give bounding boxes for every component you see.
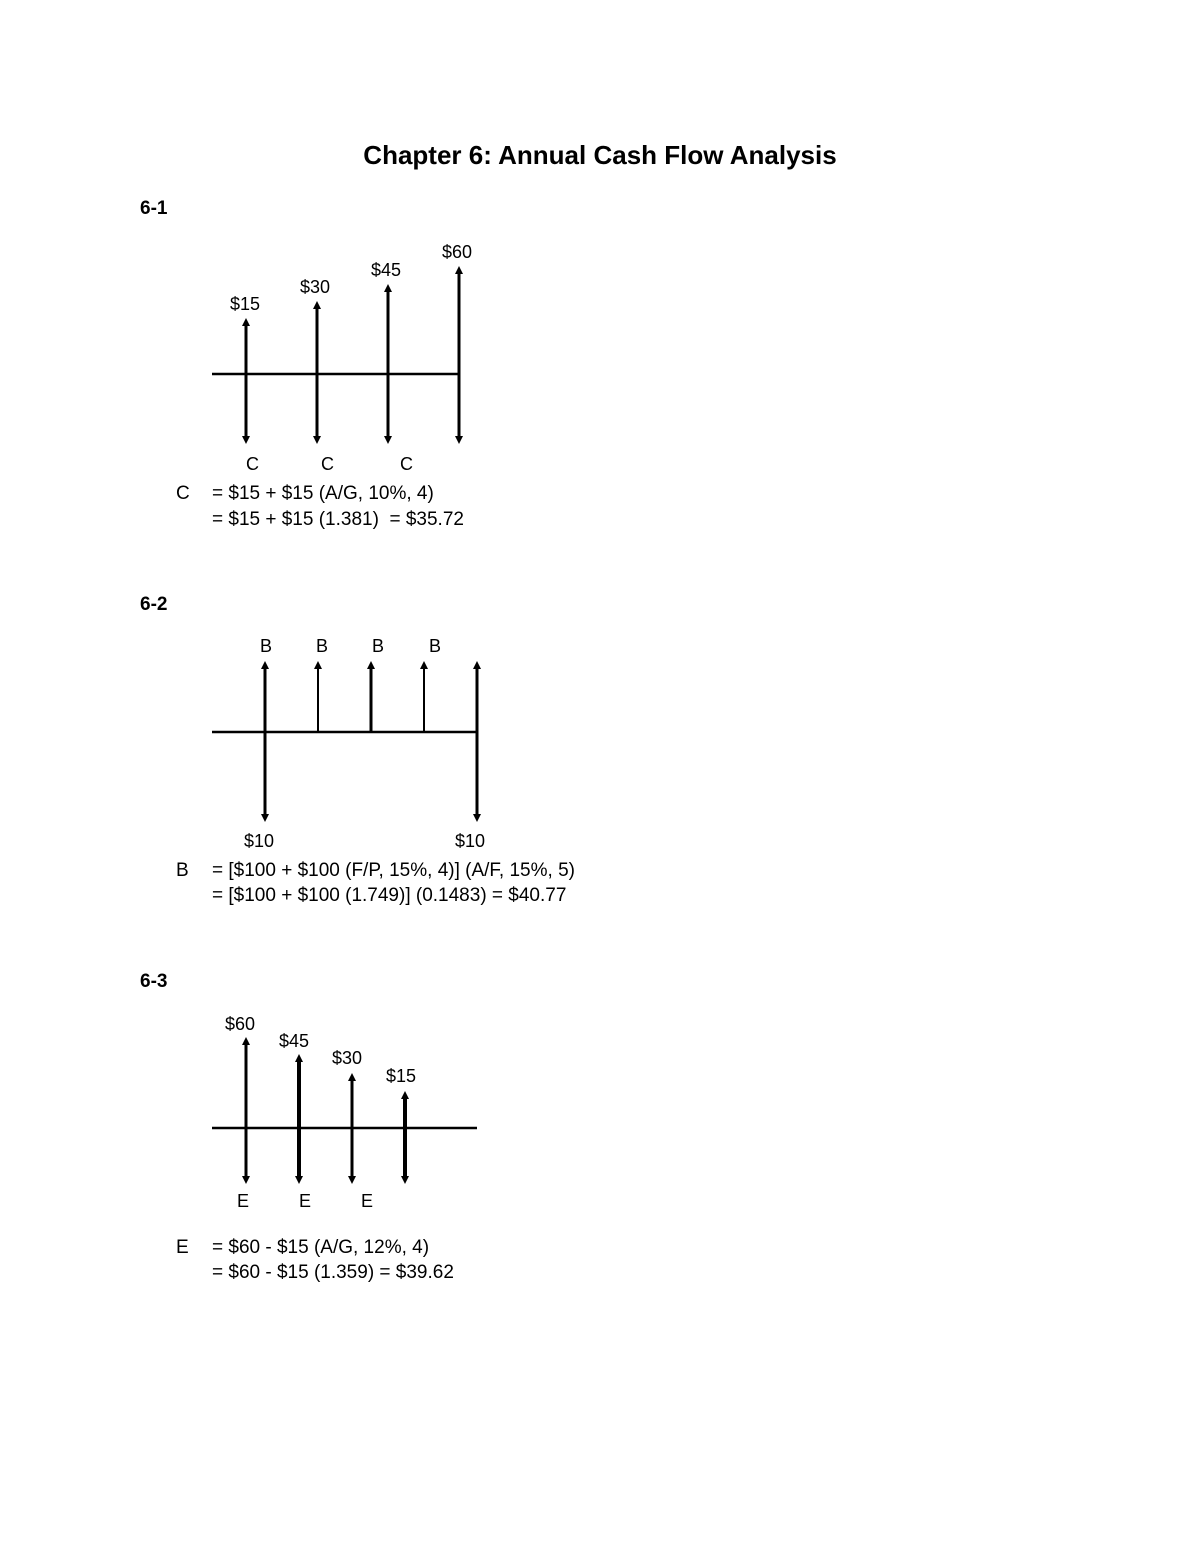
equation-variable: E: [176, 1237, 189, 1258]
equation-variable: C: [176, 483, 190, 504]
equation-line: = $60 - $15 (1.359) = $39.62: [212, 1262, 454, 1283]
equation-variable: B: [176, 860, 189, 881]
down-label: $10: [455, 831, 486, 851]
up-label: B: [316, 636, 329, 656]
equation-line: = $15 + $15 (A/G, 10%, 4): [212, 483, 434, 504]
problem-id-6-1: 6-1: [140, 198, 168, 219]
up-label: B: [260, 636, 273, 656]
problem-id-6-2: 6-2: [140, 594, 168, 615]
equation-line: = $60 - $15 (A/G, 12%, 4): [212, 1237, 430, 1258]
equation-line: = [$100 + $100 (F/P, 15%, 4)] (A/F, 15%, 5): [212, 860, 575, 881]
down-label: E: [361, 1191, 374, 1211]
down-label: $10: [244, 831, 275, 851]
down-label: C: [246, 454, 259, 474]
equation-line: = $15 + $15 (1.381) = $35.72: [212, 509, 464, 530]
up-label: $45: [279, 1031, 310, 1051]
down-label: E: [299, 1191, 312, 1211]
up-label: $15: [386, 1066, 417, 1086]
page-title: Chapter 6: Annual Cash Flow Analysis: [363, 140, 837, 170]
up-label: $45: [371, 260, 402, 280]
problem-id-6-3: 6-3: [140, 971, 168, 992]
up-label: $60: [442, 242, 473, 262]
up-label: $15: [230, 294, 261, 314]
up-label: B: [429, 636, 442, 656]
down-label: E: [237, 1191, 250, 1211]
up-label: $30: [300, 277, 331, 297]
up-label: $60: [225, 1014, 256, 1034]
equation-line: = [$100 + $100 (1.749)] (0.1483) = $40.77: [212, 885, 567, 906]
down-label: C: [400, 454, 413, 474]
down-label: C: [321, 454, 334, 474]
up-label: B: [372, 636, 385, 656]
up-label: $30: [332, 1048, 363, 1068]
